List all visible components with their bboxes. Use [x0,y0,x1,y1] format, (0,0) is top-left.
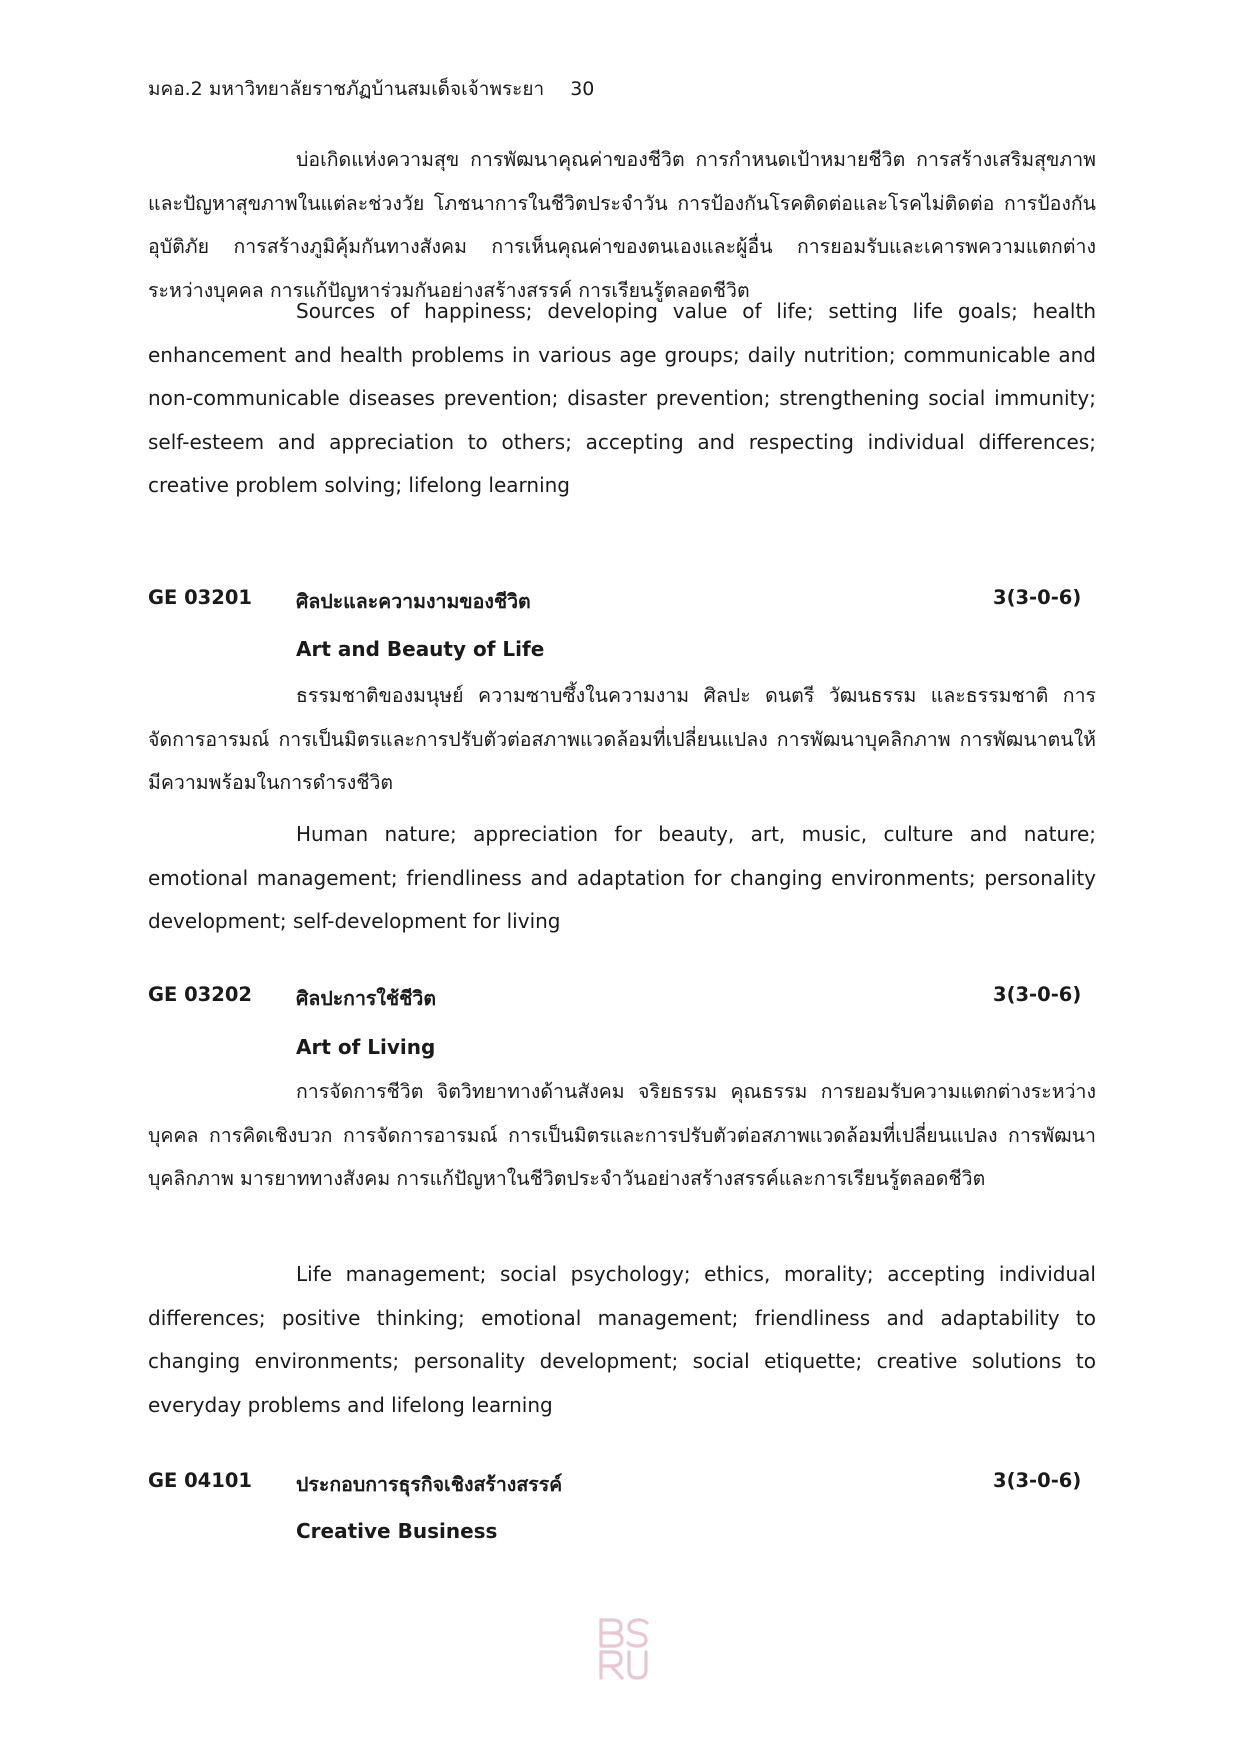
page-number: 30 [570,78,595,100]
intro-description-english: Sources of happiness; developing value of life; setting life goals; health enhancement and health problems in various age groups; daily nutrition; communicable and non-communicable diseases prevention; disaster prevention; strengthening social immunity; self-esteem and appreciation to others; accepting and respecting individual differences; creative problem solving; lifelong learning [148,299,1096,497]
intro-description-thai: บ่อเกิดแห่งความสุข การพัฒนาคุณค่าของชีวิต การกำหนดเป้าหมายชีวิต การสร้างเสริมสุขภาพและปัญหาสุขภาพในแต่ละช่วงวัย โภชนาการในชีวิตประจำวัน การป้องกันโรคติดต่อและโรคไม่ติดต่อ การป้องกันอุบัติภัย การสร้างภูมิคุ้มกันทางสังคม การเห็นคุณค่าของตนเองและผู้อื่น การยอมรับและเคารพความแตกต่างระหว่างบุคคล การแก้ปัญหาร่วมกันอย่างสร้างสรรค์ การเรียนรู้ตลอดชีวิต [148,148,1096,302]
course-code: GE 04101 [148,1469,252,1492]
course-description-thai: ธรรมชาติของมนุษย์ ความซาบซึ้งในความงาม ศิลปะ ดนตรี วัฒนธรรม และธรรมชาติ การจัดการอารมณ์ การเป็นมิตรและการปรับตัวต่อสภาพแวดล้อมที่เปลี่ยนแปลง การพัฒนาบุคลิกภาพ การพัฒนาตนให้มีความพร้อมในการดำรงชีวิต [148,684,1096,794]
course-credits: 3(3-0-6) [993,586,1082,609]
course-code: GE 03202 [148,983,252,1006]
course-title-english: Art and Beauty of Life [296,637,545,661]
course-title-thai: ศิลปะการใช้ชีวิต [296,987,437,1010]
course-credits: 3(3-0-6) [993,983,1082,1006]
course-code: GE 03201 [148,586,252,609]
course-description-english: Human nature; appreciation for beauty, art, music, culture and nature; emotional management; friendliness and adaptation for changing environments; personality development; self-development for living [148,822,1096,933]
course-title-english: Creative Business [296,1519,498,1543]
bsru-logo [597,1616,653,1682]
page-header [148,74,594,104]
course-description-english: Life management; social psychology; ethics, morality; accepting individual differences; positive thinking; emotional management; friendliness and adaptability to changing environments; personality development; social etiquette; creative solutions to everyday problems and lifelong learning [148,1262,1096,1417]
course-title-thai: ศิลปะและความงามของชีวิต [296,590,531,613]
course-heading [148,1469,1096,1499]
course-heading [148,983,1096,1013]
course-heading [148,586,1096,616]
course-title-thai: ประกอบการธุรกิจเชิงสร้างสรรค์ [296,1473,563,1496]
course-title-english: Art of Living [296,1035,436,1059]
course-credits: 3(3-0-6) [993,1469,1082,1492]
header-title: มคอ.2 มหาวิทยาลัยราชภัฏบ้านสมเด็จเจ้าพระยา [148,78,545,100]
course-description-thai: การจัดการชีวิต จิตวิทยาทางด้านสังคม จริยธรรม คุณธรรม การยอมรับความแตกต่างระหว่างบุคคล การคิดเชิงบวก การจัดการอารมณ์ การเป็นมิตรและการปรับตัวต่อสภาพแวดล้อมที่เปลี่ยนแปลง การพัฒนาบุคลิกภาพ มารยาททางสังคม การแก้ปัญหาในชีวิตประจำวันอย่างสร้างสรรค์และการเรียนรู้ตลอดชีวิต [148,1080,1096,1190]
